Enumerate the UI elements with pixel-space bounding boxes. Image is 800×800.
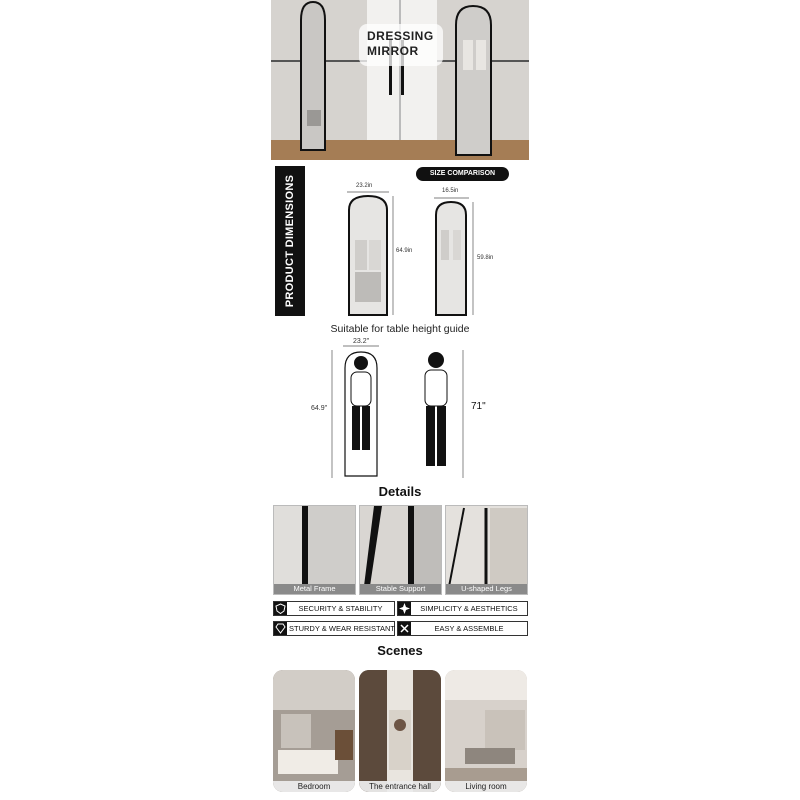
shield-icon: [274, 602, 287, 615]
hero-image: [271, 0, 529, 160]
detail-metal-frame: [273, 505, 356, 595]
feature-simplicity-aesthetics: [397, 601, 528, 616]
guide-person-height-label: 71": [471, 401, 486, 412]
metal-frame-photo: [274, 506, 356, 595]
height-guide-drawing: [271, 338, 529, 483]
hero-title-line1: DRESSING: [367, 29, 434, 43]
guide-width-label: 23.2": [353, 338, 370, 345]
sparkle-icon: [398, 602, 411, 615]
detail-caption: U-shaped Legs: [446, 584, 527, 594]
hero-title-line2: MIRROR: [367, 44, 419, 58]
feature-label: STURDY & WEAR RESISTANT: [289, 624, 395, 633]
guide-mirror-height-label: 64.9": [311, 405, 328, 412]
entrance-hall-photo: [359, 670, 441, 792]
feature-security-stability: [273, 601, 395, 616]
hero-title: [359, 24, 443, 66]
detail-stable-support: [359, 505, 442, 595]
tools-icon: [398, 622, 411, 635]
scene-caption: Living room: [445, 781, 527, 792]
large-mirror-width: 23.2in: [356, 183, 373, 189]
feature-easy-assemble: [397, 621, 528, 636]
dimension-drawing: [271, 160, 529, 320]
u-shaped-legs-photo: [446, 506, 528, 595]
size-comparison-badge: SIZE COMPARISON: [416, 167, 509, 181]
detail-u-shaped-legs: [445, 505, 528, 595]
detail-caption: Stable Support: [360, 584, 441, 594]
feature-label: SECURITY & STABILITY: [298, 604, 383, 613]
feature-label: SIMPLICITY & AESTHETICS: [420, 604, 518, 613]
feature-sturdy-wear-resistant: [273, 621, 395, 636]
stable-support-photo: [360, 506, 442, 595]
product-dimensions-title: PRODUCT DIMENSIONS: [284, 174, 296, 308]
scene-caption: The entrance hall: [359, 781, 441, 792]
bedroom-photo: [273, 670, 355, 792]
large-mirror-height: 64.9in: [396, 248, 413, 254]
living-room-photo: [445, 670, 527, 792]
scene-bedroom: [273, 670, 355, 792]
product-page: [271, 0, 529, 800]
scene-living-room: [445, 670, 527, 792]
feature-label: EASY & ASSEMBLE: [434, 624, 504, 633]
scene-caption: Bedroom: [273, 781, 355, 792]
height-guide-caption: Suitable for table height guide: [330, 323, 470, 335]
small-mirror-width: 16.5in: [442, 188, 459, 194]
detail-caption: Metal Frame: [274, 584, 355, 594]
details-title: Details: [378, 484, 422, 499]
scenes-title: Scenes: [377, 643, 423, 658]
small-mirror-height: 59.8in: [477, 255, 494, 261]
diamond-icon: [274, 622, 287, 635]
scene-entrance-hall: [359, 670, 441, 792]
